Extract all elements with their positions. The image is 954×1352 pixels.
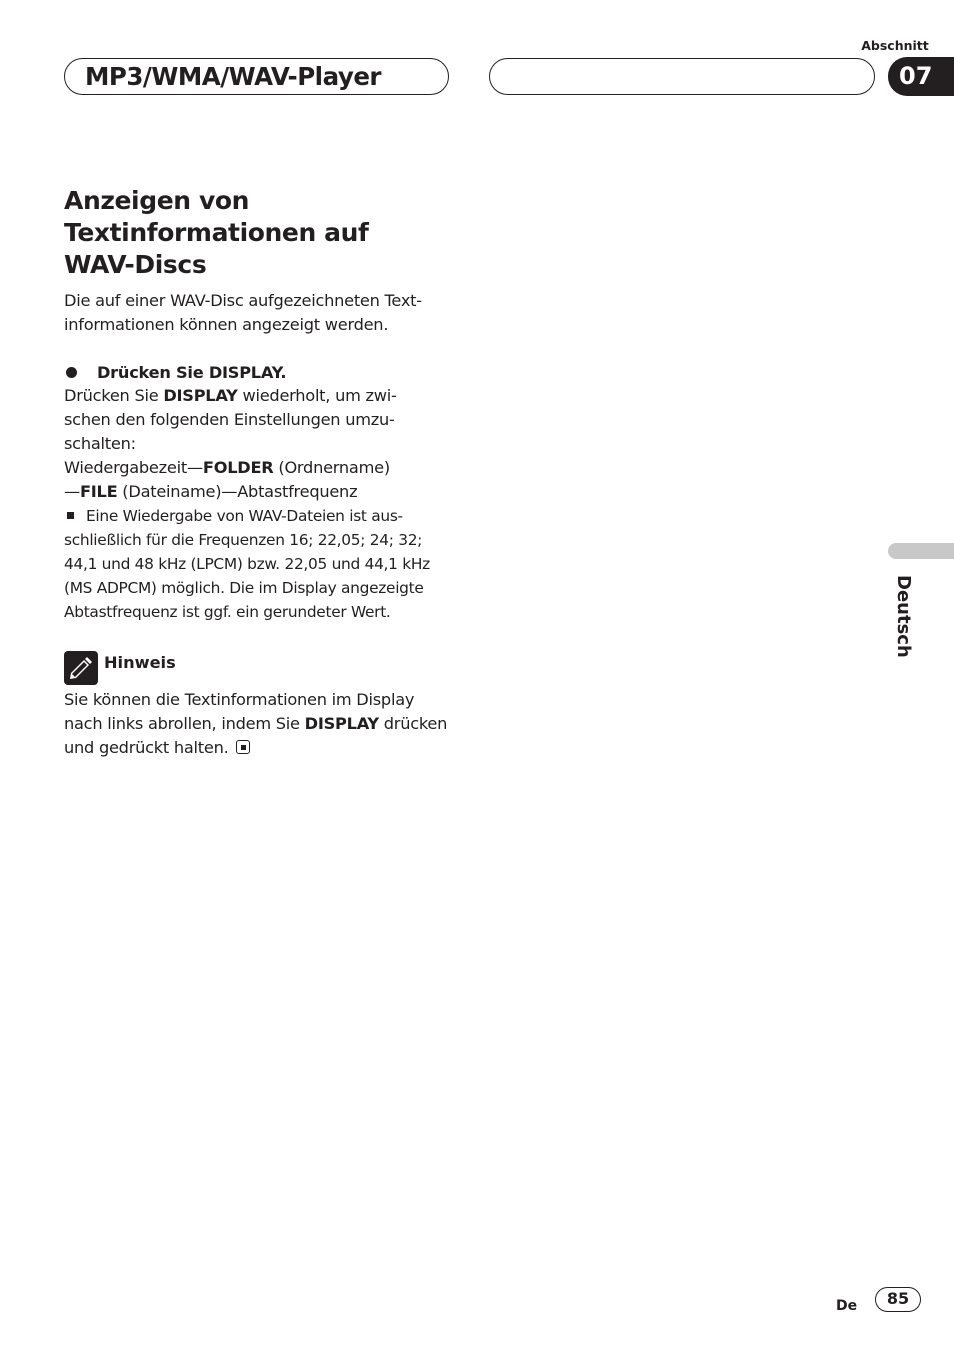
intro-line: informationen können angezeigt werden. [64, 315, 389, 334]
note-pencil-icon [64, 651, 98, 685]
heading-line: WAV-Discs [64, 250, 207, 279]
square-bullet-icon [67, 512, 74, 519]
end-of-section-icon [236, 740, 250, 754]
frequency-note [64, 504, 430, 624]
footer-lang-code: De [836, 1298, 858, 1314]
article-heading [64, 185, 464, 281]
frequency-note-line: schließlich für die Frequenzen 16; 22,05; 24; 32; [64, 531, 423, 549]
step-bullet-icon [66, 367, 77, 378]
note-line: und gedrückt halten. [64, 736, 447, 760]
frequency-note-line: (MS ADPCM) möglich. Die im Display angezeigte [64, 579, 424, 597]
note-line: nach links abrollen, indem Sie DISPLAY drücken [64, 714, 448, 733]
page-number: 85 [875, 1287, 921, 1312]
step-line: schen den folgenden Einstellungen umzu- [64, 410, 395, 429]
intro-text [64, 289, 422, 337]
intro-line: Die auf einer WAV-Disc aufgezeichneten Text- [64, 291, 422, 310]
heading-line: Textinformationen auf [64, 218, 369, 247]
step-line: Wiedergabezeit—FOLDER (Ordnername) [64, 458, 390, 477]
note-title: Hinweis [104, 653, 176, 672]
note-body [64, 688, 447, 760]
step-line: schalten: [64, 434, 136, 453]
step-title: Drücken Sie DISPLAY. [97, 363, 287, 382]
frequency-note-line: 44,1 und 48 kHz (LPCM) bzw. 22,05 und 44,1 kHz [64, 555, 430, 573]
language-tab-label: Deutsch [893, 575, 914, 658]
step-line: Drücken Sie DISPLAY wiederholt, um zwi- [64, 386, 397, 405]
frequency-note-line: Eine Wiedergabe von WAV-Dateien ist aus- [64, 504, 430, 528]
language-tab-marker [888, 543, 954, 559]
note-line: Sie können die Textinformationen im Display [64, 690, 415, 709]
section-label: Abschnitt [861, 38, 929, 53]
empty-header-pill [489, 58, 875, 95]
chapter-title-pill [64, 58, 449, 95]
heading-line: Anzeigen von [64, 186, 250, 215]
step-line: —FILE (Dateiname)—Abtastfrequenz [64, 482, 358, 501]
chapter-title: MP3/WMA/WAV-Player [85, 62, 382, 91]
frequency-note-line: Abtastfrequenz ist ggf. ein gerundeter Wert. [64, 603, 391, 621]
step-body [64, 384, 397, 504]
section-number: 07 [888, 57, 954, 96]
